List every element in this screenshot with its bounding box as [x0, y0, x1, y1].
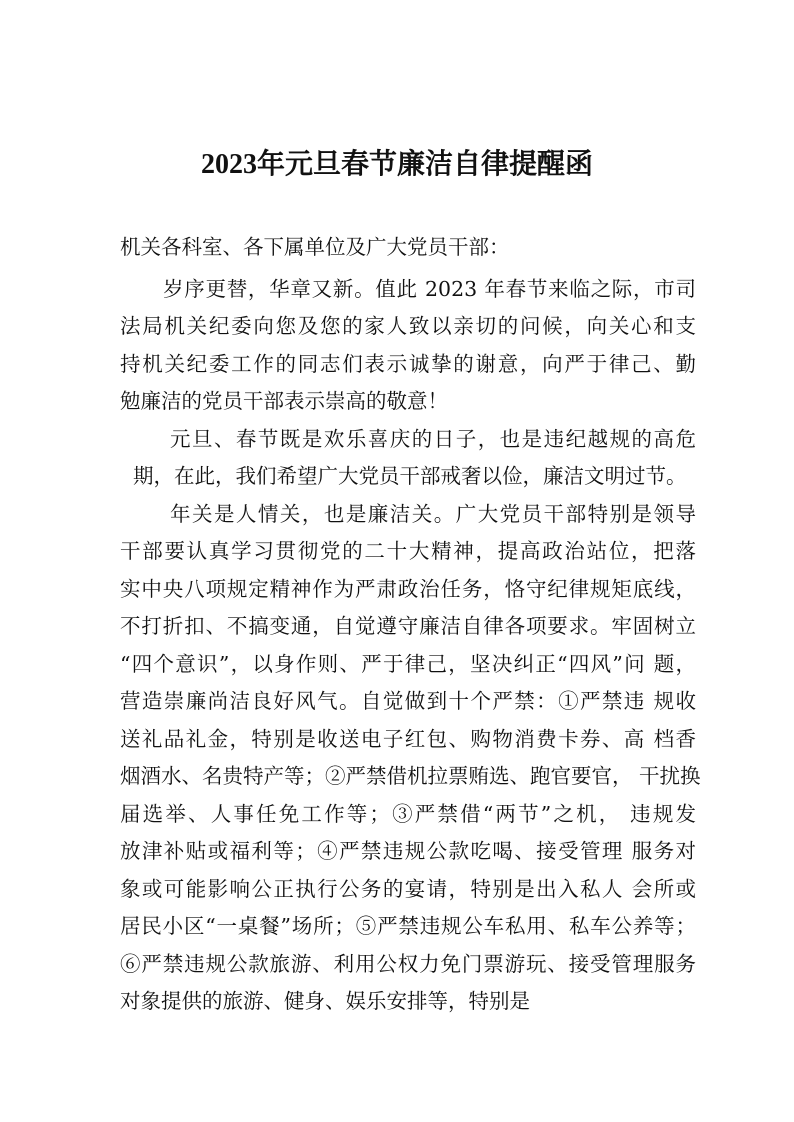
paragraph-line: 岁序更替，华章又新。值此 2023 年春节来临之际，市司 — [163, 277, 696, 301]
paragraph-line: 送礼品礼金，特别是收送电子红包、购物消费卡券、高 档香 — [120, 727, 696, 751]
paragraph-line: 持机关纪委工作的同志们表示诚挚的谢意，向严于律己、勤 — [120, 352, 696, 376]
paragraph-line: 届选举、人事任免工作等；③严禁借“两节”之机， 违规发 — [120, 802, 696, 826]
paragraph-line: 不打折扣、不搞变通，自觉遵守廉洁自律各项要求。牢固树立 — [120, 614, 696, 638]
paragraph-line: 实中央八项规定精神作为严肃政治任务，恪守纪律规矩底线， — [120, 577, 696, 601]
paragraph-line: 勉廉洁的党员干部表示崇高的敬意！ — [120, 389, 448, 413]
paragraph-line: ⑥严禁违规公款旅游、利用公权力免门票游玩、接受管理服务 — [120, 952, 696, 976]
paragraph-line: 期，在此，我们希望广大党员干部戒奢以俭，廉洁文明过节。 — [133, 464, 687, 488]
paragraph-line: 法局机关纪委向您及您的家人致以亲切的问候，向关心和支 — [120, 314, 696, 338]
paragraph-line: 象或可能影响公正执行公务的宴请，特别是出入私人 会所或 — [120, 877, 696, 901]
document-title: 2023年元旦春节廉洁自律提醒函 — [200, 149, 593, 180]
paragraph-line: 干部要认真学习贯彻党的二十大精神，提高政治站位，把落 — [120, 539, 696, 563]
paragraph-line: 居民小区“一桌餐”场所；⑤严禁违规公车私用、私车公养等； — [120, 914, 696, 938]
paragraph-line: “四个意识”，以身作则、严于律己，坚决纠正“四风”问 题， — [120, 652, 696, 676]
paragraph-line: 营造崇廉尚洁良好风气。自觉做到十个严禁：①严禁违 规收 — [120, 689, 696, 713]
paragraph-line: 放津补贴或福利等；④严禁违规公款吃喝、接受管理 服务对 — [120, 839, 696, 863]
paragraph-line: 年关是人情关，也是廉洁关。广大党员干部特别是领导 — [170, 502, 696, 526]
paragraph-line: 烟酒水、名贵特产等；②严禁借机拉票贿选、跑官要官， 干扰换 — [120, 764, 701, 788]
paragraph-line: 对象提供的旅游、健身、娱乐安排等，特别是 — [120, 989, 530, 1013]
salutation: 机关各科室、各下属单位及广大党员干部： — [120, 235, 510, 259]
paragraph-line: 元旦、春节既是欢乐喜庆的日子，也是违纪越规的高危 — [170, 427, 696, 451]
